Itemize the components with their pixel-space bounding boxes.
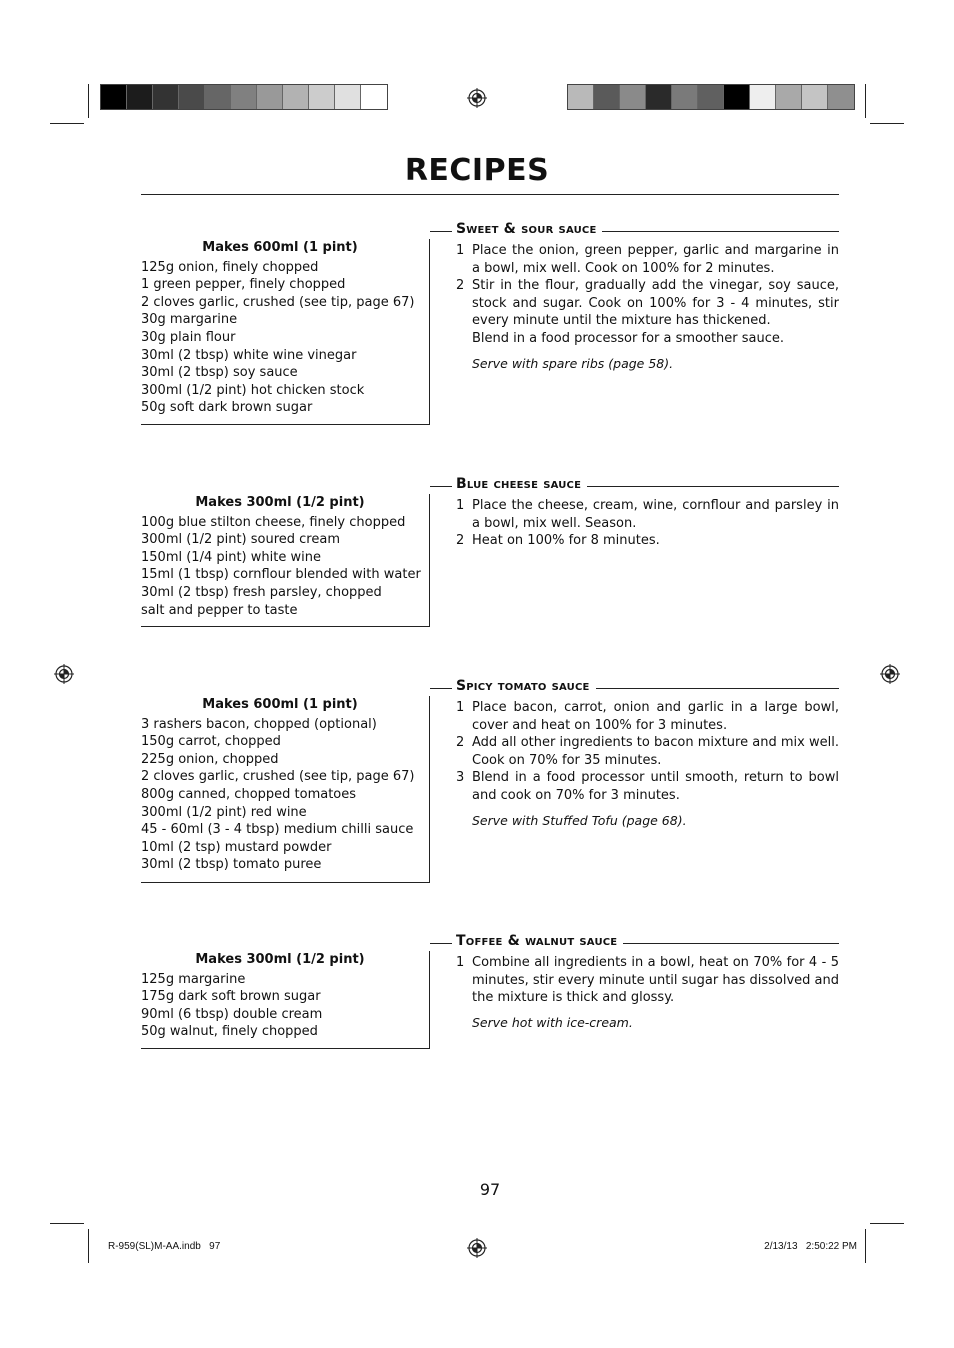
crop-mark [870,1223,904,1224]
ingredients-box [141,239,430,425]
swatch-r10 [828,85,854,109]
serving-suggestion: Serve hot with ice-cream. [472,1014,633,1030]
ingredient: 30g margarine [141,312,238,328]
ingredient: 2 cloves garlic, crushed (see tip, page 67) [141,294,415,310]
ingredient: 125g onion, finely chopped [141,259,319,275]
ingredients-box [141,951,430,1049]
page-title: RECIPES [404,153,550,188]
step-number: 1 [456,243,465,258]
method-step [456,699,839,734]
ingredient: 175g dark soft brown sugar [141,989,321,1005]
registration-target-icon [880,664,900,684]
title-rule [141,194,839,195]
ingredient: 100g blue stilton cheese, finely chopped [141,514,406,530]
swatch-l6 [257,85,283,109]
step-number: 2 [456,278,465,294]
swatch-r7 [750,85,776,109]
swatch-l8 [309,85,335,109]
step-number: 3 [456,770,465,786]
method-steps [456,699,839,829]
ingredient: 45 - 60ml (3 - 4 tbsp) medium chilli sauce [141,822,414,838]
swatch-r3 [646,85,672,109]
method-step [456,769,839,804]
ingredient: 30ml (2 tbsp) tomato puree [141,857,322,873]
ingredient: 3 rashers bacon, chopped (optional) [141,716,377,732]
crop-mark [88,1229,89,1263]
left-color-bar [100,84,388,110]
ingredient: salt and pepper to taste [141,602,298,618]
swatch-l7 [283,85,309,109]
page-number: 97 [479,1180,501,1199]
ingredients-box [141,494,430,627]
step-number: 1 [456,955,465,970]
swatch-r8 [776,85,802,109]
method-note: Blend in a food processor for a smoother sauce. [472,330,785,346]
ingredient: 225g onion, chopped [141,751,279,767]
swatch-l5 [231,85,257,109]
ingredient: 15ml (1 tbsp) cornflour blended with water [141,567,421,583]
ingredient: 1 green pepper, finely chopped [141,277,346,293]
ingredient: 800g canned, chopped tomatoes [141,786,357,802]
ingredient: 300ml (1/2 pint) soured cream [141,532,340,548]
step-text: Heat on 100% for 8 minutes. [472,533,660,549]
step-text: Combine all ingredients in a bowl, heat on 70% for 4 - 5 minutes, stir every minute until sugar has dissolved and the mixture is thick and glossy. [472,955,839,1006]
makes-label: Makes 600ml (1 pint) [202,697,358,712]
step-text: Add all other ingredients to bacon mixture and mix well. Cook on 70% for 35 minutes. [472,735,839,768]
section-heading: Spicy tomato sauce [456,678,596,696]
swatch-l3 [179,85,205,109]
section-heading-row [456,221,839,241]
swatch-l1 [127,85,153,109]
footer-filename: R-959(SL)M-AA.indb 97 [108,1241,221,1252]
swatch-r1 [594,85,620,109]
step-text: Place bacon, carrot, onion and garlic in a large bowl, cover and heat on 100% for 3 minutes. [472,700,839,733]
step-text: Place the cheese, cream, wine, cornflour and parsley in a bowl, mix well. Season. [472,498,839,531]
ingredient: 150ml (1/4 pint) white wine [141,549,321,565]
swatch-l4 [205,85,231,109]
makes-label: Makes 300ml (1/2 pint) [195,495,365,510]
crop-mark [88,84,89,118]
method-step [456,734,839,769]
ingredients-box [141,696,430,883]
ingredient: 30ml (2 tbsp) white wine vinegar [141,347,357,363]
method-step [456,277,839,330]
swatch-r6 [724,85,750,109]
crop-mark [50,1223,84,1224]
heading-rule-left [430,231,452,232]
swatch-l2 [153,85,179,109]
method-steps [456,954,839,1031]
step-number: 2 [456,533,465,549]
section-heading-row [456,933,839,953]
crop-mark [50,123,84,124]
swatch-r0 [568,85,594,109]
ingredient: 30ml (2 tbsp) fresh parsley, chopped [141,584,382,600]
method-steps [456,242,839,372]
registration-target-icon [467,88,487,108]
footer-timestamp: 2/13/13 2:50:22 PM [764,1241,857,1252]
ingredient: 30g plain flour [141,329,236,345]
section-heading: Sweet & sour sauce [456,221,602,239]
step-number: 2 [456,735,465,751]
serving-suggestion: Serve with spare ribs (page 58). [472,355,674,371]
ingredient: 50g walnut, finely chopped [141,1024,318,1040]
method-steps [456,497,839,550]
swatch-r5 [698,85,724,109]
serving-suggestion: Serve with Stuffed Tofu (page 68). [472,812,687,828]
method-step [456,242,839,277]
swatch-l10 [361,85,387,109]
method-step [456,954,839,1007]
right-color-bar [567,84,855,110]
makes-label: Makes 300ml (1/2 pint) [195,952,365,967]
step-text: Stir in the flour, gradually add the vinegar, soy sauce, stock and sugar. Cook on 100% for 3 - 4 minutes, stir every minute until the mixture has thickened. [472,278,839,329]
ingredient: 30ml (2 tbsp) soy sauce [141,365,298,381]
step-text: Blend in a food processor until smooth, return to bowl and cook on 70% for 3 minutes. [472,770,839,803]
ingredient: 2 cloves garlic, crushed (see tip, page 67) [141,769,415,785]
method-step [456,532,839,550]
makes-label: Makes 600ml (1 pint) [202,240,358,255]
ingredient: 90ml (6 tbsp) double cream [141,1006,323,1022]
step-number: 1 [456,498,465,513]
section-heading: Toffee & walnut sauce [456,933,623,951]
registration-target-icon [467,1238,487,1258]
crop-mark [865,84,866,118]
heading-rule-left [430,486,452,487]
section-heading-row [456,476,839,496]
ingredient: 150g carrot, chopped [141,734,281,750]
step-number: 1 [456,700,465,715]
ingredient: 10ml (2 tsp) mustard powder [141,839,332,855]
swatch-l9 [335,85,361,109]
swatch-r9 [802,85,828,109]
swatch-l0 [101,85,127,109]
registration-target-icon [54,664,74,684]
crop-mark [865,1229,866,1263]
ingredient: 50g soft dark brown sugar [141,400,313,416]
ingredient: 300ml (1/2 pint) red wine [141,804,307,820]
crop-mark [870,123,904,124]
ingredient: 300ml (1/2 pint) hot chicken stock [141,382,365,398]
ingredient: 125g margarine [141,971,246,987]
section-heading: Blue cheese sauce [456,476,587,494]
step-text: Place the onion, green pepper, garlic and margarine in a bowl, mix well. Cook on 100% for 2 minutes. [472,243,839,276]
swatch-r4 [672,85,698,109]
heading-rule-left [430,688,452,689]
method-step [456,497,839,532]
heading-rule-left [430,943,452,944]
section-heading-row [456,678,839,698]
swatch-r2 [620,85,646,109]
